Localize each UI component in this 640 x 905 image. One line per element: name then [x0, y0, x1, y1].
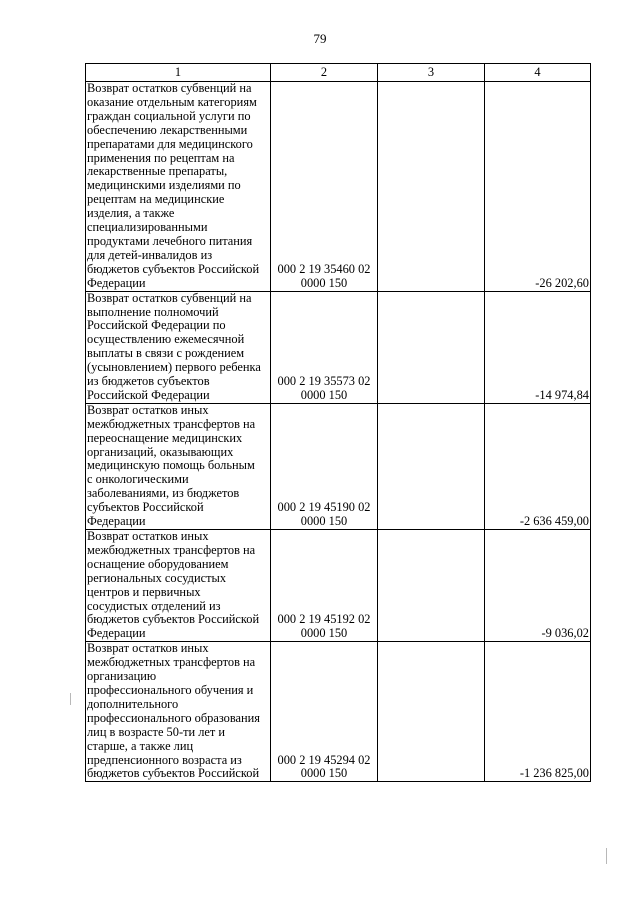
- column-header-3: 3: [378, 64, 485, 82]
- table-row: [86, 291, 591, 403]
- row-description-text: Возврат остатков иных межбюджетных трансфертов на организацию профессионального обучения и дополнительного профессионального образования лиц в возрасте 50-ти лет и старше, а также лиц предпенсионного возраста из бюджетов субъектов Российской: [87, 641, 261, 781]
- row-value: -1 236 825,00: [485, 642, 591, 782]
- row-value: -26 202,60: [485, 82, 591, 292]
- row-code: [271, 82, 378, 292]
- row-description-text: Возврат остатков субвенций на выполнение полномочий Российской Федерации по осуществлению ежемесячной выплаты в связи с рождением (усыновлением) первого ребенка из бюджетов субъектов Российской Федерации: [87, 290, 261, 402]
- budget-table: [85, 63, 591, 782]
- table-row: [86, 82, 591, 292]
- row-col3: [378, 291, 485, 403]
- row-code: [271, 291, 378, 403]
- row-col3: [378, 642, 485, 782]
- row-code-text: 000 2 19 35573 02 0000 150: [277, 374, 371, 402]
- row-code-text: 000 2 19 35460 02 0000 150: [277, 261, 371, 290]
- column-header-4: 4: [485, 64, 591, 82]
- row-code: [271, 642, 378, 782]
- table-row: [86, 642, 591, 782]
- row-value: -2 636 459,00: [485, 403, 591, 529]
- row-col3: [378, 403, 485, 529]
- row-description: [86, 530, 271, 642]
- row-code: [271, 403, 378, 529]
- scan-speck: [70, 693, 71, 705]
- scan-speck: [606, 848, 607, 864]
- page-number: 79: [313, 31, 327, 46]
- row-description: [86, 642, 271, 782]
- row-code-text: 000 2 19 45294 02 0000 150: [277, 752, 371, 781]
- table-row: [86, 403, 591, 529]
- row-col3: [378, 82, 485, 292]
- column-header-1: 1: [86, 64, 271, 82]
- row-description-text: Возврат остатков субвенций на оказание отдельным категориям граждан социальной услуги по обеспечению лекарственными препаратами для медицинского применения по рецептам на лекарственные препараты, медицинскими изделиями по рецептам на медицинские изделия, а также специализированными продуктами лечебного питания для детей-инвалидов из бюджетов субъектов Российской Федерации: [87, 81, 260, 290]
- row-value: -9 036,02: [485, 530, 591, 642]
- table-header-row: [86, 64, 591, 82]
- row-col3: [378, 530, 485, 642]
- row-description: [86, 403, 271, 529]
- table-row: [86, 530, 591, 642]
- row-description-text: Возврат остатков иных межбюджетных трансфертов на переоснащение медицинских организаций, оказывающих медицинскую помощь больным с онкологическими заболеваниями, из бюджетов субъектов Российской Федерации: [87, 402, 256, 529]
- column-header-2: 2: [271, 64, 378, 82]
- row-value: -14 974,84: [485, 291, 591, 403]
- row-description: [86, 291, 271, 403]
- row-code: [271, 530, 378, 642]
- row-code-text: 000 2 19 45192 02 0000 150: [277, 612, 371, 641]
- row-code-text: 000 2 19 45190 02 0000 150: [277, 500, 371, 529]
- row-description-text: Возврат остатков иных межбюджетных трансфертов на оснащение оборудованием региональных сосудистых центров и первичных сосудистых отделений из бюджетов субъектов Российской Федерации: [87, 529, 260, 641]
- row-description: [86, 82, 271, 292]
